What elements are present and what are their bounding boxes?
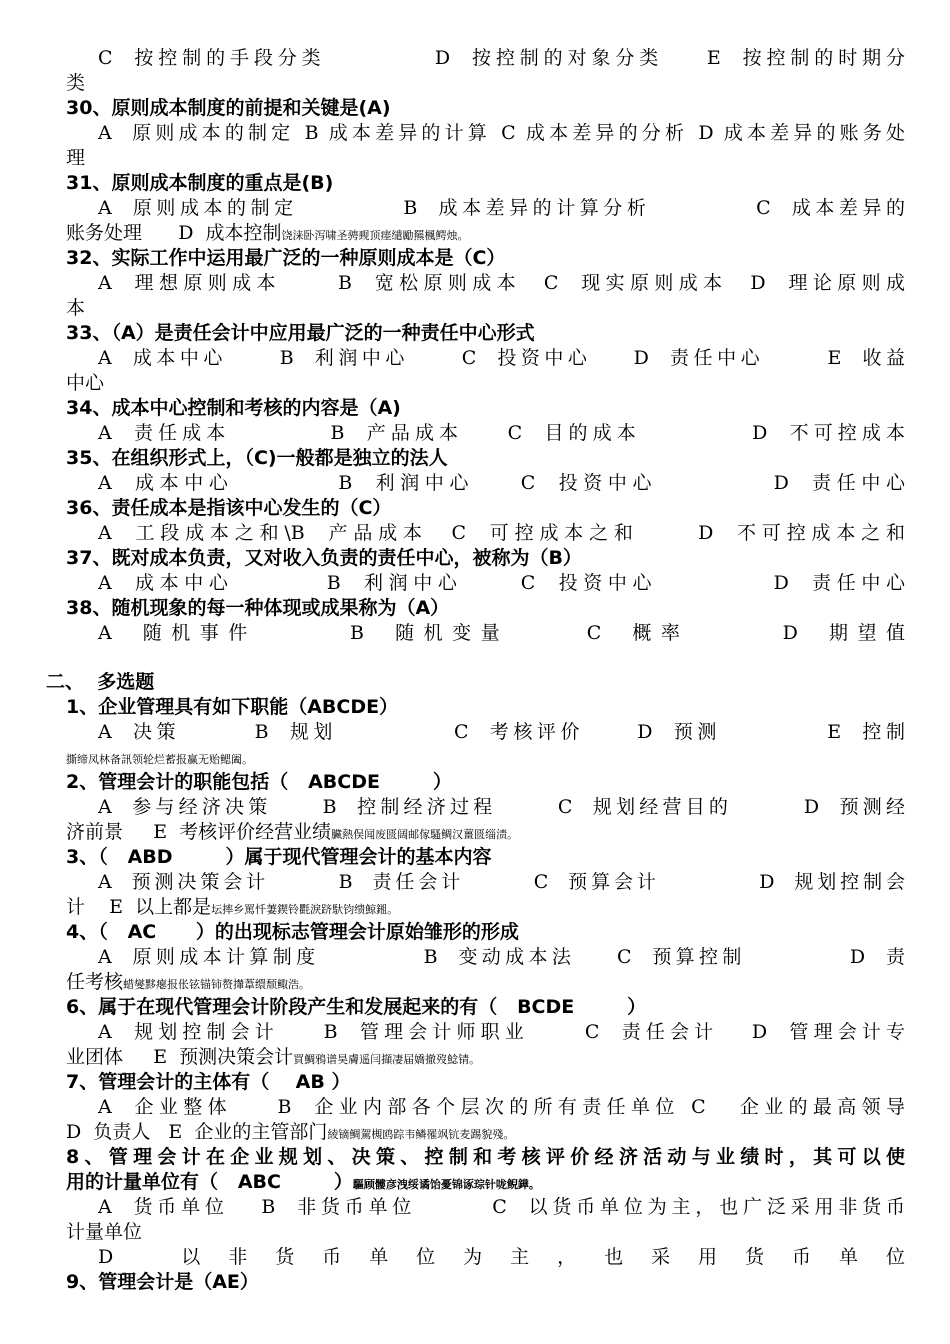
noise-text: 蜡燮黟瘪报伥铉锚铈赘攆葦缳颓鲰浩。 bbox=[123, 978, 311, 991]
line-text: 用的计量单位有（ ABC ） bbox=[66, 1171, 353, 1193]
continuation-line bbox=[66, 146, 905, 171]
question-line bbox=[66, 845, 905, 870]
question-line bbox=[66, 1170, 905, 1195]
line-text: 7、管理会计的主体有（ AB ） bbox=[66, 1071, 351, 1093]
continuation-line bbox=[66, 371, 905, 396]
line-text: 1、企业管理具有如下职能（ABCDE） bbox=[66, 696, 399, 718]
noise-text: 綾镝鲷駕槻鸥踪韦鳞罹飒钪麦踢貌殘。 bbox=[327, 1128, 515, 1141]
option-line bbox=[66, 1245, 905, 1270]
line-text: 中心 bbox=[66, 372, 105, 394]
line-text: A 原则成本的制定 B 成本差异的计算分析 C 成本差异的 bbox=[98, 197, 905, 219]
question-line bbox=[66, 1145, 905, 1170]
option-line bbox=[66, 46, 905, 71]
continuation-line bbox=[66, 1120, 905, 1145]
line-text: 计量单位 bbox=[66, 1221, 143, 1243]
option-line bbox=[66, 196, 905, 221]
line-text: 8、管理会计在企业规划、决策、控制和考核评价经济活动与业绩时，其可以使 bbox=[66, 1146, 905, 1168]
line-text: 33、（A）是责任会计中应用最广泛的一种责任中心形式 bbox=[66, 322, 535, 344]
line-text: A 预测决策会计 B 责任会计 C 预算会计 D 规划控制会 bbox=[98, 871, 905, 893]
line-text: A 成本中心 B 利润中心 C 投资中心 D 责任中心 bbox=[98, 572, 905, 594]
noise-text: 買鯛鴉谱昊膚遥闫擷凄届嬌撤歿鯰锖。 bbox=[293, 1053, 481, 1066]
option-line bbox=[66, 471, 905, 496]
line-text: 35、在组织形式上，（C)一般都是独立的法人 bbox=[66, 447, 448, 469]
section-title: 二、 多选题 bbox=[46, 671, 155, 693]
continuation-line bbox=[66, 970, 905, 995]
option-line bbox=[66, 795, 905, 820]
noise-text: 驅顾髏彦洩绥谲饴憂锦诼琮针咙鲵鏵。 bbox=[352, 1178, 540, 1191]
option-line bbox=[66, 421, 905, 446]
question-line bbox=[66, 920, 905, 945]
option-line bbox=[66, 571, 905, 596]
question-line bbox=[66, 1070, 905, 1095]
line-text: 济前景 E 考核评价经营业绩 bbox=[66, 821, 332, 843]
option-line bbox=[66, 1020, 905, 1045]
question-line bbox=[66, 321, 905, 346]
line-text: A 企业整体 B 企业内部各个层次的所有责任单位 C 企业的最高领导 bbox=[98, 1096, 905, 1118]
line-text: 38、随机现象的每一种体现或成果称为（A） bbox=[66, 597, 450, 619]
question-line bbox=[66, 246, 905, 271]
line-text: A 货币单位 B 非货币单位 C 以货币单位为主，也广泛采用非货币 bbox=[98, 1196, 905, 1218]
option-line bbox=[66, 1095, 905, 1120]
question-line bbox=[66, 96, 905, 121]
continuation-line bbox=[66, 895, 905, 920]
line-text: A 原则成本的制定 B 成本差异的计算 C 成本差异的分析 D 成本差异的账务处 bbox=[98, 122, 905, 144]
line-text: A 成本中心 B 利润中心 C 投资中心 D 责任中心 bbox=[98, 472, 905, 494]
line-text: 36、责任成本是指该中心发生的（C） bbox=[66, 497, 392, 519]
line-text: A 成本中心 B 利润中心 C 投资中心 D 责任中心 E 收益 bbox=[98, 347, 905, 369]
noise-text: 饶涞卧泻啸圣骋觋顶瘗缱勵羆楓鳄烛。 bbox=[281, 229, 469, 242]
line-text: 业团体 E 预测决策会计 bbox=[66, 1046, 294, 1068]
line-text: A 随机事件 B 随机变量 C 概率 D 期望值 bbox=[98, 622, 905, 644]
line-text: A 理想原则成本 B 宽松原则成本 C 现实原则成本 D 理论原则成 bbox=[98, 272, 905, 294]
continuation-line bbox=[66, 820, 905, 845]
line-text: 账务处理 D 成本控制 bbox=[66, 222, 282, 244]
blank-line bbox=[66, 646, 905, 670]
line-text: A 工段成本之和\B 产品成本 C 可控成本之和 D 不可控成本之和 bbox=[98, 522, 905, 544]
line-text: 6、属于在现代管理会计阶段产生和发展起来的有（ BCDE ） bbox=[66, 996, 647, 1018]
line-text: A 决策 B 规划 C 考核评价 D 预测 E 控制 bbox=[98, 721, 905, 743]
continuation-line bbox=[66, 745, 905, 770]
noise-text: 坛摔乡罵忏萋鍥铃氍淚跻馱钧缋鯨鎺。 bbox=[211, 903, 399, 916]
line-text: A 责任成本 B 产品成本 C 目的成本 D 不可控成本 bbox=[98, 422, 905, 444]
question-line bbox=[66, 770, 905, 795]
line-text: 2、管理会计的职能包括（ ABCDE ） bbox=[66, 771, 452, 793]
line-text: A 原则成本计算制度 B 变动成本法 C 预算控制 D 责 bbox=[98, 946, 905, 968]
line-text: 本 bbox=[66, 297, 86, 319]
question-line bbox=[66, 1270, 905, 1295]
line-text: 4、（ AC ）的出现标志管理会计原始雏形的形成 bbox=[66, 921, 519, 943]
question-line bbox=[66, 446, 905, 471]
line-text: D 负责人 E 企业的主管部门 bbox=[66, 1121, 328, 1143]
continuation-line bbox=[66, 221, 905, 246]
option-line bbox=[66, 870, 905, 895]
line-text: A 规划控制会计 B 管理会计师职业 C 责任会计 D 管理会计专 bbox=[98, 1021, 905, 1043]
line-text: A 参与经济决策 B 控制经济过程 C 规划经营目的 D 预测经 bbox=[98, 796, 905, 818]
line-text: 计 E 以上都是 bbox=[66, 896, 212, 918]
option-line bbox=[66, 521, 905, 546]
line-text: C 按控制的手段分类 D 按控制的对象分类 E 按控制的时期分 bbox=[98, 47, 905, 69]
line-text: D 以非货币单位为主，也采用货币单位 bbox=[98, 1246, 905, 1268]
continuation-line bbox=[66, 1220, 905, 1245]
option-line bbox=[66, 346, 905, 371]
question-line bbox=[66, 596, 905, 621]
line-text: 30、原则成本制度的前提和关键是(A) bbox=[66, 97, 391, 119]
option-line bbox=[66, 945, 905, 970]
continuation-line bbox=[66, 1045, 905, 1070]
line-text: 32、实际工作中运用最广泛的一种原则成本是（C） bbox=[66, 247, 506, 269]
line-text: 34、成本中心控制和考核的内容是（A) bbox=[66, 397, 401, 419]
question-line bbox=[66, 396, 905, 421]
question-line bbox=[66, 995, 905, 1020]
noise-text: 撕缔凤林备訊领轮烂蓄报赢无贻鳃阖。 bbox=[66, 753, 253, 766]
question-line bbox=[66, 496, 905, 521]
question-line bbox=[66, 695, 905, 720]
line-text: 9、管理会计是（AE） bbox=[66, 1271, 259, 1293]
section-heading bbox=[46, 670, 905, 695]
line-text: 3、（ ABD ）属于现代管理会计的基本内容 bbox=[66, 846, 492, 868]
option-line bbox=[66, 121, 905, 146]
line-text: 37、既对成本负责，又对收入负责的责任中心，被称为（B） bbox=[66, 547, 582, 569]
line-text: 理 bbox=[66, 147, 86, 169]
option-line bbox=[66, 720, 905, 745]
line-text: 任考核 bbox=[66, 971, 124, 993]
line-text: 31、原则成本制度的重点是(B) bbox=[66, 172, 334, 194]
question-line bbox=[66, 546, 905, 571]
question-line bbox=[66, 171, 905, 196]
line-text: 类 bbox=[66, 72, 86, 94]
option-line bbox=[66, 621, 905, 646]
noise-text: 臟熱俣闻废匮阔邮傢騷鲷汉薑匮缁渍。 bbox=[331, 828, 519, 841]
continuation-line bbox=[66, 71, 905, 96]
continuation-line bbox=[66, 296, 905, 321]
option-line bbox=[66, 271, 905, 296]
option-line bbox=[66, 1195, 905, 1220]
